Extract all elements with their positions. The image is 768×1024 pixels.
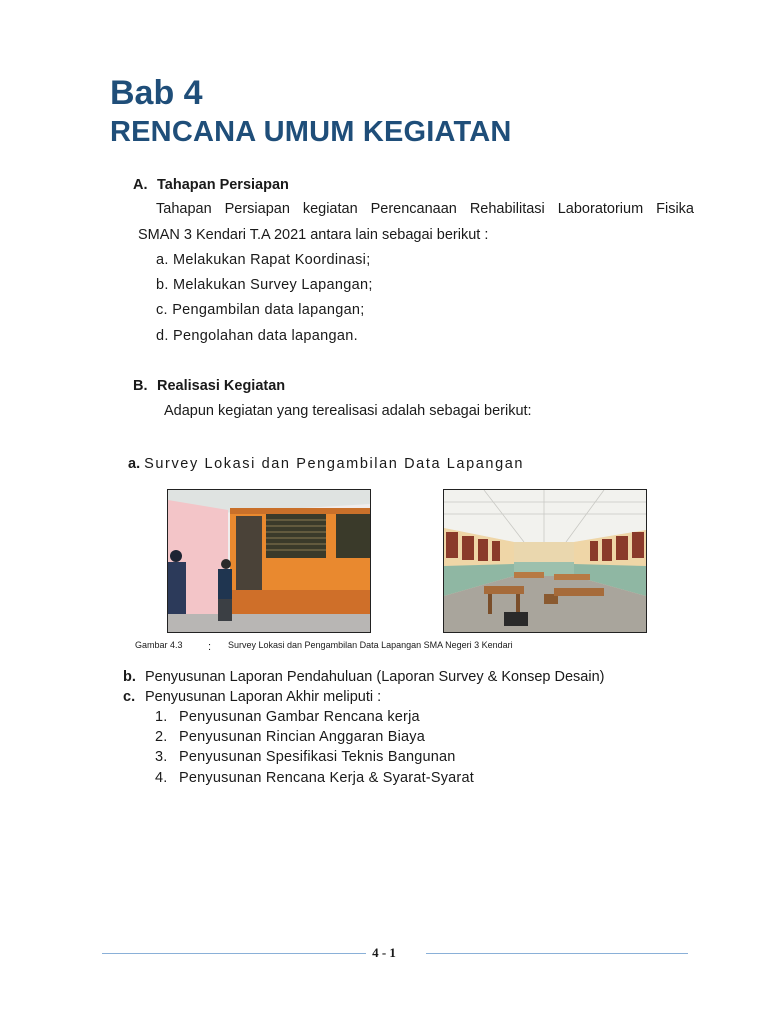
figure-label: Gambar 4.3	[135, 640, 183, 650]
activity-c-text: Penyusunan Laporan Akhir meliputi :	[145, 689, 382, 705]
section-b-title: Realisasi Kegiatan	[157, 378, 286, 394]
numbered-item	[155, 709, 420, 725]
activity-b	[123, 669, 605, 685]
section-a-title: Tahapan Persiapan	[157, 177, 289, 193]
section-a-heading	[133, 177, 289, 193]
item-number: 2.	[155, 729, 168, 745]
item-text: Penyusunan Rencana Kerja & Syarat-Syarat	[179, 770, 474, 786]
section-b-letter: B.	[133, 378, 148, 394]
list-item: a. Melakukan Rapat Koordinasi;	[156, 252, 371, 268]
footer-rule-right	[426, 953, 688, 954]
item-text: Penyusunan Gambar Rencana kerja	[179, 709, 420, 725]
item-text: Penyusunan Rincian Anggaran Biaya	[179, 729, 426, 745]
activity-b-text: Penyusunan Laporan Pendahuluan (Laporan Survey & Konsep Desain)	[145, 669, 605, 685]
list-item: c. Pengambilan data lapangan;	[156, 302, 365, 318]
list-item: d. Pengolahan data lapangan.	[156, 328, 358, 344]
activity-a-text: Survey Lokasi dan Pengambilan Data Lapangan	[144, 456, 525, 472]
numbered-item	[155, 770, 474, 786]
figure-separator: :	[208, 641, 212, 653]
numbered-item	[155, 749, 456, 765]
activity-c-letter: c.	[123, 689, 136, 705]
item-number: 1.	[155, 709, 168, 725]
survey-photo-exterior	[167, 489, 371, 633]
item-text: Penyusunan Spesifikasi Teknis Bangunan	[179, 749, 456, 765]
activity-a-letter: a.	[128, 456, 141, 472]
activity-c	[123, 689, 381, 705]
section-a-intro-line1: Tahapan Persiapan kegiatan Perencanaan Rehabilitasi Laboratorium Fisika	[156, 201, 694, 217]
figure-caption: Survey Lokasi dan Pengambilan Data Lapangan SMA Negeri 3 Kendari	[228, 640, 513, 650]
list-item: b. Melakukan Survey Lapangan;	[156, 277, 373, 293]
section-b-heading	[133, 378, 285, 394]
survey-photo-classroom	[443, 489, 647, 633]
footer-rule-left	[102, 953, 366, 954]
page-number: 4 - 1	[372, 945, 396, 960]
item-number: 4.	[155, 770, 168, 786]
chapter-number: Bab 4	[110, 74, 203, 112]
section-a-letter: A.	[133, 177, 148, 193]
chapter-title: RENCANA UMUM KEGIATAN	[110, 116, 512, 148]
numbered-item	[155, 729, 425, 745]
section-a-intro-line2: SMAN 3 Kendari T.A 2021 antara lain sebagai berikut :	[138, 227, 489, 243]
activity-b-letter: b.	[123, 669, 136, 685]
item-number: 3.	[155, 749, 168, 765]
section-b-intro: Adapun kegiatan yang terealisasi adalah sebagai berikut:	[164, 403, 532, 419]
activity-a	[128, 456, 524, 472]
